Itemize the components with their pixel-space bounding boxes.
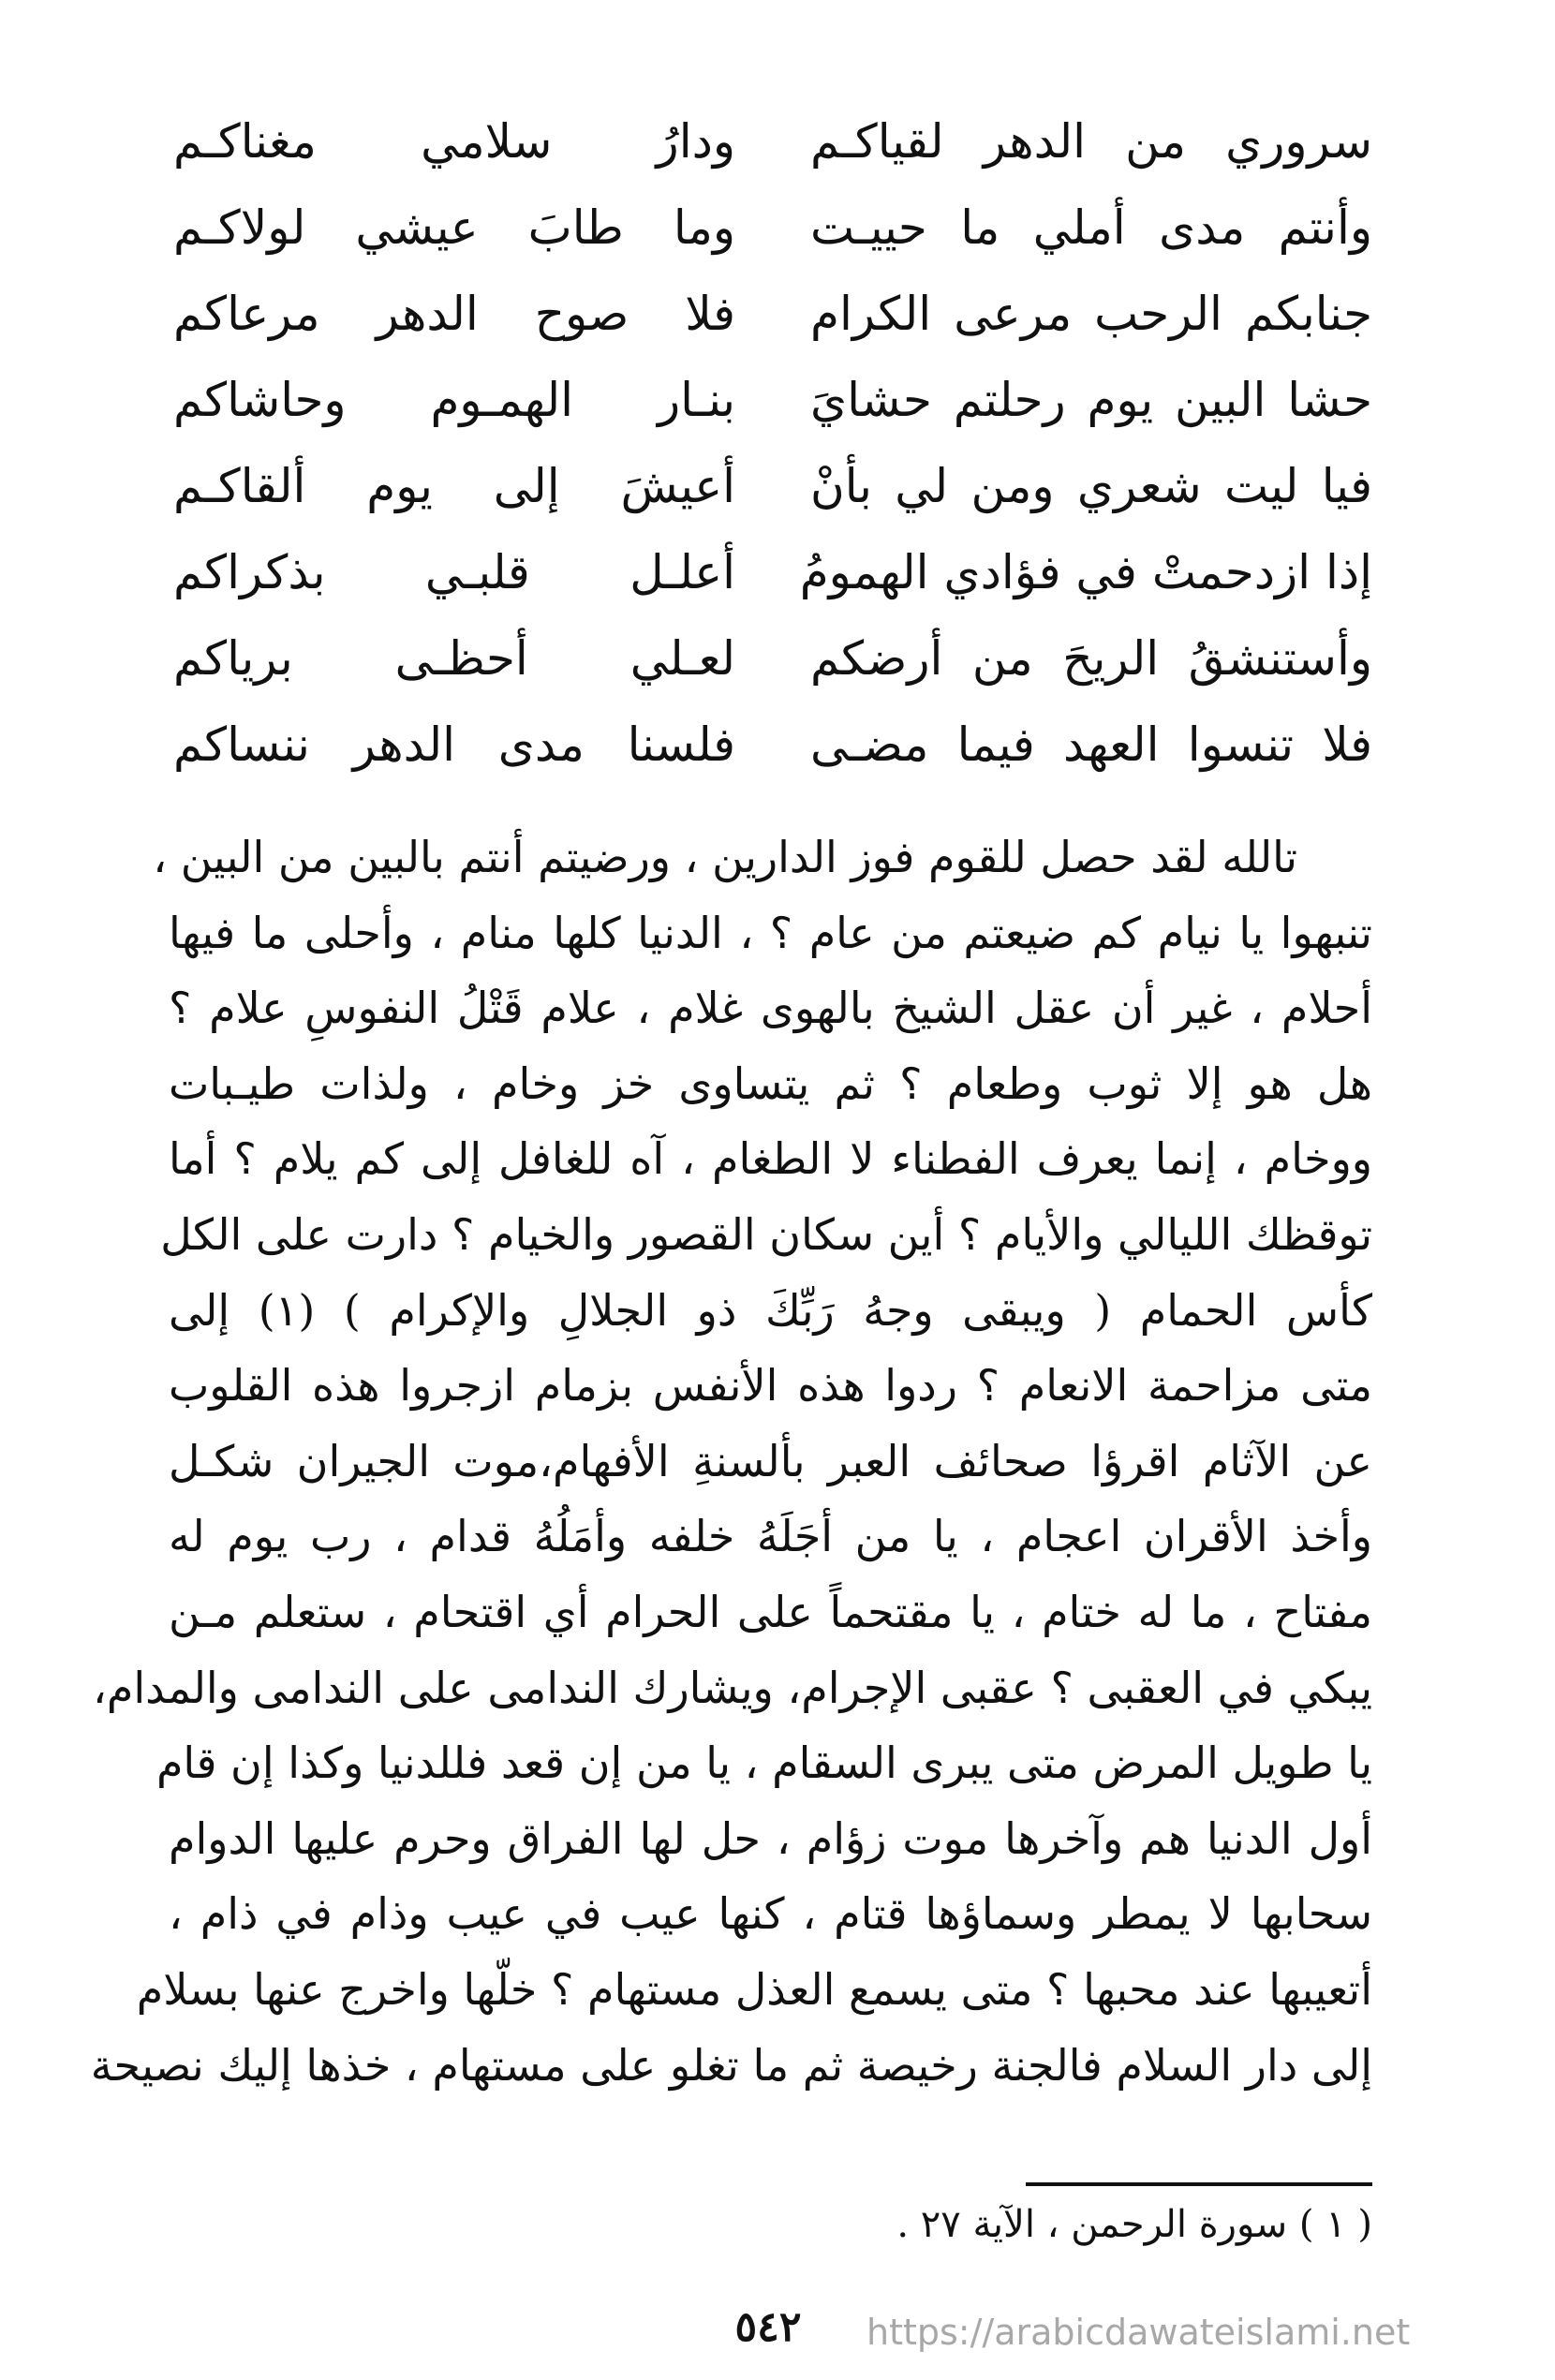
prose-line: مفتاح ، ما له ختام ، يا مقتحماً على الحرام أي اقتحام ، ستعلم مـن xyxy=(169,1586,1372,1637)
poem-verse xyxy=(173,98,1372,185)
verse-second-hemistich: وما طابَ عيشي لولاكـم xyxy=(173,200,735,255)
prose-line: يا طويل المرض متى يبرى السقام ، يا من إن قعد فللدنيا وكذا إن قام xyxy=(156,1737,1372,1789)
poem-verse xyxy=(173,529,1372,615)
prose-line: تالله لقد حصل للقوم فوز الدارين ، ورضيتم أنتم بالبين من البين ، xyxy=(153,832,1297,882)
verse-second-hemistich: أعلـل قلبـي بذكراكم xyxy=(173,545,735,599)
verse-second-hemistich: ودارُ سلامي مغناكـم xyxy=(173,114,735,169)
prose-line: أول الدنيا هم وآخرها موت زؤام ، حل لها الفراق وحرم عليها الدوام xyxy=(169,1812,1372,1864)
poem-verse xyxy=(173,357,1372,443)
footnote: ( ١ ) سورة الرحمن ، الآية ٢٧ . xyxy=(896,2203,1372,2246)
prose-line: إلى دار السلام فالجنة رخيصة ثم ما تغلو على مستهام ، خذها إليك نصيحة xyxy=(90,2039,1372,2091)
prose-line: يبكي في العقبى ؟ عقبى الإجرام، ويشارك الندامى على الندامى والمدام، xyxy=(93,1662,1372,1713)
verse-first-hemistich: جنابكم الرحب مرعى الكرام xyxy=(810,287,1372,341)
verse-second-hemistich: أعيشَ إلى يوم ألقاكـم xyxy=(173,459,735,513)
prose-line: تنبهوا يا نيام كم ضيعتم من عام ؟ ، الدنيا كلها منام ، وأحلى ما فيها xyxy=(169,907,1372,958)
poem xyxy=(173,98,1372,788)
verse-first-hemistich: وأنتم مدى أملي ما حييـت xyxy=(810,200,1372,255)
watermark-url[interactable]: https://arabicdawateislami.net xyxy=(866,2312,1411,2353)
verse-first-hemistich: فيا ليت شعري ومن لي بأنْ xyxy=(810,459,1372,513)
prose-line: وأخذ الأقران اعجام ، يا من أجَلَهُ خلفه وأمَلُهُ قدام ، رب يوم له xyxy=(169,1511,1372,1562)
prose-line: أتعيبها عند محبها ؟ متى يسمع العذل مستهام ؟ خلّها واخرج عنها بسلام xyxy=(136,1963,1372,2015)
prose-line: ووخام ، إنما يعرف الفطناء لا الطغام ، آه للغافل إلى كم يلام ؟ أما xyxy=(169,1133,1372,1185)
prose-line: متى مزاحمة الانعام ؟ ردوا هذه الأنفس بزمام ازجروا هذه القلوب xyxy=(169,1360,1372,1412)
poem-verse xyxy=(173,271,1372,357)
prose-line: أحلام ، غير أن عقل الشيخ بالهوى غلام ، علام قَتْلُ النفوسِ علام ؟ xyxy=(169,983,1372,1034)
prose-line: توقظك الليالي والأيام ؟ أين سكان القصور والخيام ؟ دارت على الكل xyxy=(160,1208,1372,1260)
verse-first-hemistich: حشا البين يوم رحلتم حشايَ xyxy=(810,373,1372,427)
verse-second-hemistich: فلسنا مدى الدهر ننساكم xyxy=(173,717,735,772)
poem-verse xyxy=(173,185,1372,271)
prose-line: كأس الحمام ( ويبقى وجهُ رَبِّكَ ذو الجلالِ والإكرام ) (١) إلى xyxy=(169,1284,1372,1336)
verse-first-hemistich: سروري من الدهر لقياكـم xyxy=(810,114,1372,169)
prose-line: عن الآثام اقرؤا صحائف العبر بألسنةِ الأفهام،موت الجيران شكـل xyxy=(169,1435,1372,1486)
verse-first-hemistich: وأستنشقُ الريحَ من أرضكم xyxy=(810,631,1372,686)
verse-second-hemistich: فلا صوح الدهر مرعاكم xyxy=(173,287,735,341)
poem-verse xyxy=(173,615,1372,702)
prose-paragraph xyxy=(90,820,1372,2103)
verse-first-hemistich: إذا ازدحمتْ في فؤادي الهمومُ xyxy=(799,545,1372,599)
verse-second-hemistich: بنـار الهمـوم وحاشاكم xyxy=(173,373,735,427)
poem-verse xyxy=(173,702,1372,788)
prose-line: سحابها لا يمطر وسماؤها قتام ، كنها عيب في عيب وذام في ذام ، xyxy=(169,1888,1372,1940)
verse-second-hemistich: لعـلي أحظـى برياكم xyxy=(173,631,735,686)
poem-verse xyxy=(173,443,1372,529)
prose-line: هل هو إلا ثوب وطعام ؟ ثم يتساوى خز وخام ، ولذات طيـبات xyxy=(169,1057,1372,1109)
verse-first-hemistich: فلا تنسوا العهد فيما مضـى xyxy=(810,717,1372,772)
footnote-divider xyxy=(1026,2182,1372,2186)
page-number: ٥٤٢ xyxy=(734,2303,802,2351)
